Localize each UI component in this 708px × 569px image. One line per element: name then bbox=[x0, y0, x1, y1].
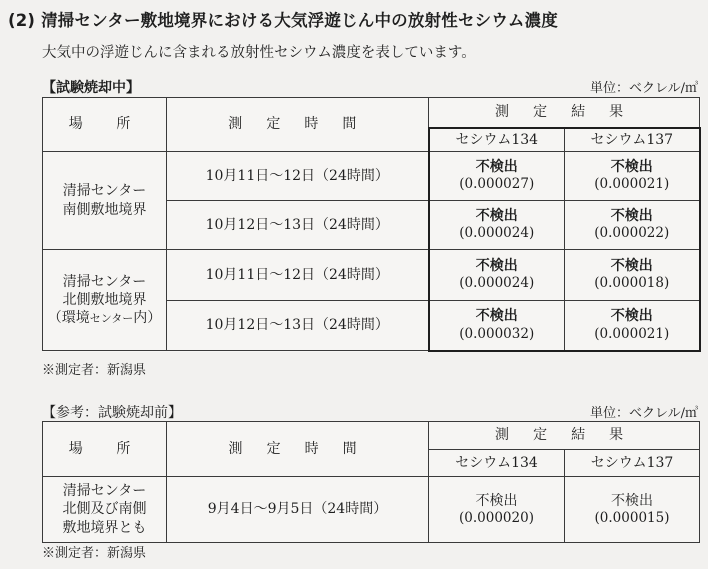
section1-unit: 単位：ベクレル/㎥ bbox=[589, 81, 698, 96]
table-row bbox=[43, 477, 700, 543]
section2-title: 【参考：試験焼却前】 bbox=[42, 405, 182, 421]
header-place: 場 所 bbox=[43, 98, 167, 152]
header-place: 場 所 bbox=[43, 422, 167, 477]
cs137-cell: 不検出 (0.000021) bbox=[565, 152, 700, 201]
location-north: 清掃センター 北側敷地境界 （環境センター内） bbox=[43, 250, 167, 351]
cs134-cell: 不検出 (0.000032) bbox=[429, 301, 565, 351]
cs134-cell: 不検出 (0.000027) bbox=[429, 152, 565, 201]
section2-note: ※測定者：新潟県 bbox=[42, 546, 147, 561]
section1-note: ※測定者：新潟県 bbox=[42, 363, 147, 378]
time-cell: 10月12日～13日（24時間） bbox=[167, 201, 429, 250]
table-row bbox=[43, 250, 700, 301]
cs134-cell: 不検出 (0.000020) bbox=[429, 477, 565, 543]
section1-title: 【試験焼却中】 bbox=[42, 80, 140, 96]
section2-unit: 単位：ベクレル/㎥ bbox=[589, 406, 698, 421]
header-result: 測 定 結 果 bbox=[429, 98, 700, 128]
cs137-cell: 不検出 (0.000015) bbox=[565, 477, 700, 543]
table-trial-incineration bbox=[42, 97, 701, 352]
header-cs134: セシウム134 bbox=[429, 450, 565, 477]
page-heading: (2) 清掃センター敷地境界における大気浮遊じん中の放射性セシウム濃度 bbox=[8, 11, 558, 30]
header-cs137: セシウム137 bbox=[565, 450, 700, 477]
table-row bbox=[43, 152, 700, 201]
header-result: 測 定 結 果 bbox=[429, 422, 700, 450]
time-cell: 10月11日～12日（24時間） bbox=[167, 152, 429, 201]
header-time: 測 定 時 間 bbox=[167, 422, 429, 477]
header-time: 測 定 時 間 bbox=[167, 98, 429, 152]
time-cell: 10月11日～12日（24時間） bbox=[167, 250, 429, 301]
table-before-trial bbox=[42, 421, 700, 543]
cs137-cell: 不検出 (0.000018) bbox=[565, 250, 700, 301]
header-cs134: セシウム134 bbox=[429, 128, 565, 152]
cs137-cell: 不検出 (0.000022) bbox=[565, 201, 700, 250]
location-both: 清掃センター 北側及び南側 敷地境界とも bbox=[43, 477, 167, 543]
cs137-cell: 不検出 (0.000021) bbox=[565, 301, 700, 351]
cs134-cell: 不検出 (0.000024) bbox=[429, 250, 565, 301]
header-cs137: セシウム137 bbox=[565, 128, 700, 152]
location-south: 清掃センター 南側敷地境界 bbox=[43, 152, 167, 250]
time-cell: 10月12日～13日（24時間） bbox=[167, 301, 429, 351]
lead-text: 大気中の浮遊じんに含まれる放射性セシウム濃度を表しています。 bbox=[42, 45, 476, 61]
time-cell: 9月4日～9月5日（24時間） bbox=[167, 477, 429, 543]
cs134-cell: 不検出 (0.000024) bbox=[429, 201, 565, 250]
